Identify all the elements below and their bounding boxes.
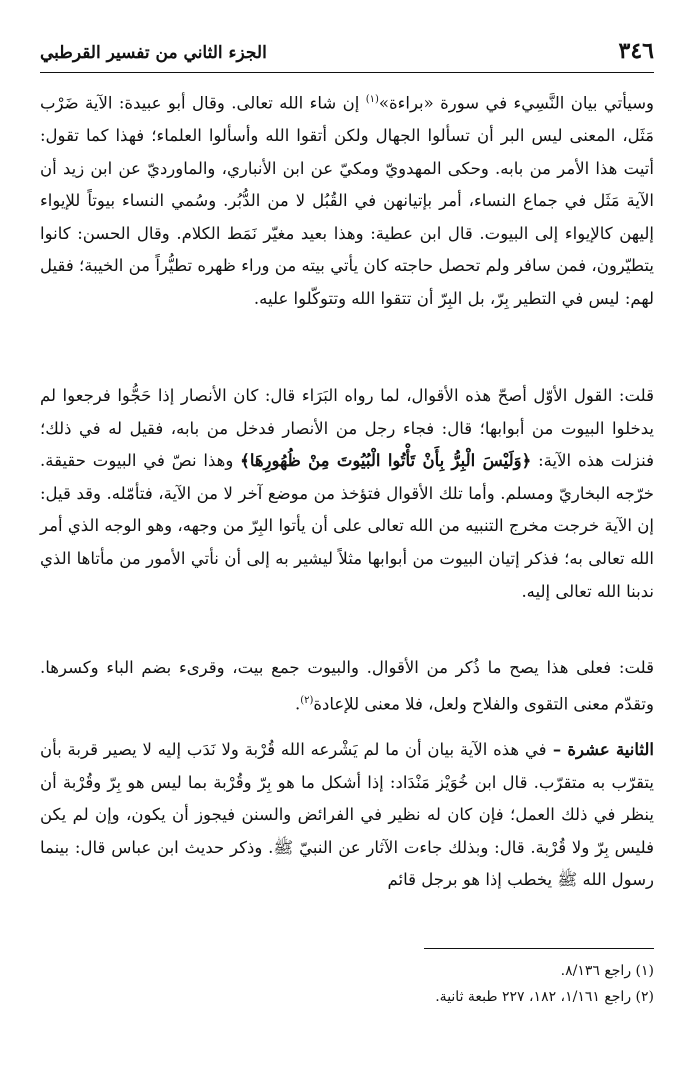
footnote-2: (٢) راجع ١/١٦١، ١٨٢، ٢٢٧ طبعة ثانية. — [435, 989, 654, 1005]
paragraph-text: قلت: فعلى هذا يصح ما ذُكر من الأقوال. والبيوت جمع بيت، وقرىء بضم الباء وكسرها. وتقدّم معنى التقوى والفلاح ولعل، فلا معنى للإعادة — [40, 658, 654, 714]
footnote-1: (١) راجع ٨/١٣٦. — [560, 963, 654, 979]
paragraph-1 — [40, 84, 654, 372]
footnote-rule — [424, 948, 654, 949]
paragraph-4 — [40, 734, 654, 930]
paragraph-text: قلت: القول الأوّل أصحّ هذه الأقوال، لما رواه البَرَاء قال: كان الأنصار إذا حَجُّوا فرجعوا لم يدخلوا البيوت من أبوابها؛ قال: فجاء رجل من الأنصار فدخل من بابه، فقيل له في ذلك؛ فنزلت هذه الآية: — [40, 386, 654, 471]
paragraph-3 — [40, 652, 654, 722]
paragraph-text: وسيأتي بيان النَّسِيء في سورة «براءة» — [378, 93, 654, 113]
running-title: الجزء الثاني من تفسير القرطبي — [40, 43, 267, 63]
paragraph-text: . — [294, 694, 301, 714]
paragraph-text: إن شاء الله تعالى. وقال أبو عبيدة: الآية ضَرْب مَثَل، المعنى ليس البر أن تسألوا الجهال ولكن أتقوا الله وأسألوا العلماء؛ فهذا كما تقول: أتيت هذا الأمر من بابه. وحكى المهدويّ ومكيّ عن ابن الأنباري، والماورديّ عن ابن زيد أن الآية مَثَل في جماع النساء، أمر بإتيانهن في القُبُل لا من الدُّبُر. وسُمي النساء بيوتاً للإيواء إليهن كالإيواء إلى البيوت. قال ابن عطية: وهذا بعيد مغيّر نَمَط الكلام. وقال الحسن: كانوا يتطيّرون، فمن سافر ولم تحصل حاجته كان يأتي بيته من وراء ظهره تطيُّراً من الخيبة؛ فقيل لهم: ليس في التطير بِرّ، بل البِرّ أن تتقوا الله وتتوكّلوا عليه. — [40, 93, 654, 309]
paragraph-2 — [40, 380, 654, 642]
page-body — [40, 84, 654, 930]
paragraph-text: وهذا نصّ في البيوت حقيقة. خرّجه البخاريّ ومسلم. وأما تلك الأقوال فتؤخذ من موضع آخر لا من الآية، فتأمّله. وقد قيل: إن الآية خرجت مخرج التنبيه من الله تعالى على أن يأتوا البِرّ من وجهه، وهو الوجه الذي أمر الله تعالى به؛ فذكر إتيان البيوت من أبوابها مثلاً ليشير به إلى أن نأتي الأمور من مأتاها الذي ندبنا الله تعالى إليه. — [40, 451, 654, 601]
footnote-reference: (١) — [365, 94, 379, 105]
footnote-reference: (٢) — [300, 694, 314, 706]
page-number: ٣٤٦ — [618, 38, 654, 64]
page-header — [40, 38, 654, 68]
quran-verse: ﴿وَلَيْسَ الْبِرُّ بِأَنْ تَأْتُوا الْبُيُوتَ مِنْ ظُهُورِهَا﴾ — [240, 451, 532, 471]
header-rule — [40, 72, 654, 73]
section-lead: الثانية عشرة – — [546, 740, 654, 759]
footnotes — [40, 958, 654, 1010]
paragraph-text: في هذه الآية بيان أن ما لم يَشْرعه الله قُرْبة ولا نَدَب إليه لا يصير قربة بأن يتقرّب به متقرّب. قال ابن خُوَيْز مَنْدَاد: إذا أشكل ما هو بِرّ وقُرْبة بما ليس هو بِرّ وقُرْبة أن ينظر في ذلك العمل؛ فإن كان له نظير في الفرائض والسنن فيجوز أن يكون، وإن لم يكن فليس بِرّ ولا قُرْبة. قال: وبذلك جاءت الآثار عن النبيّ ﷺ. وذكر حديث ابن عباس قال: بينما رسول الله ﷺ يخطب إذا هو برجل قائم — [40, 740, 654, 890]
